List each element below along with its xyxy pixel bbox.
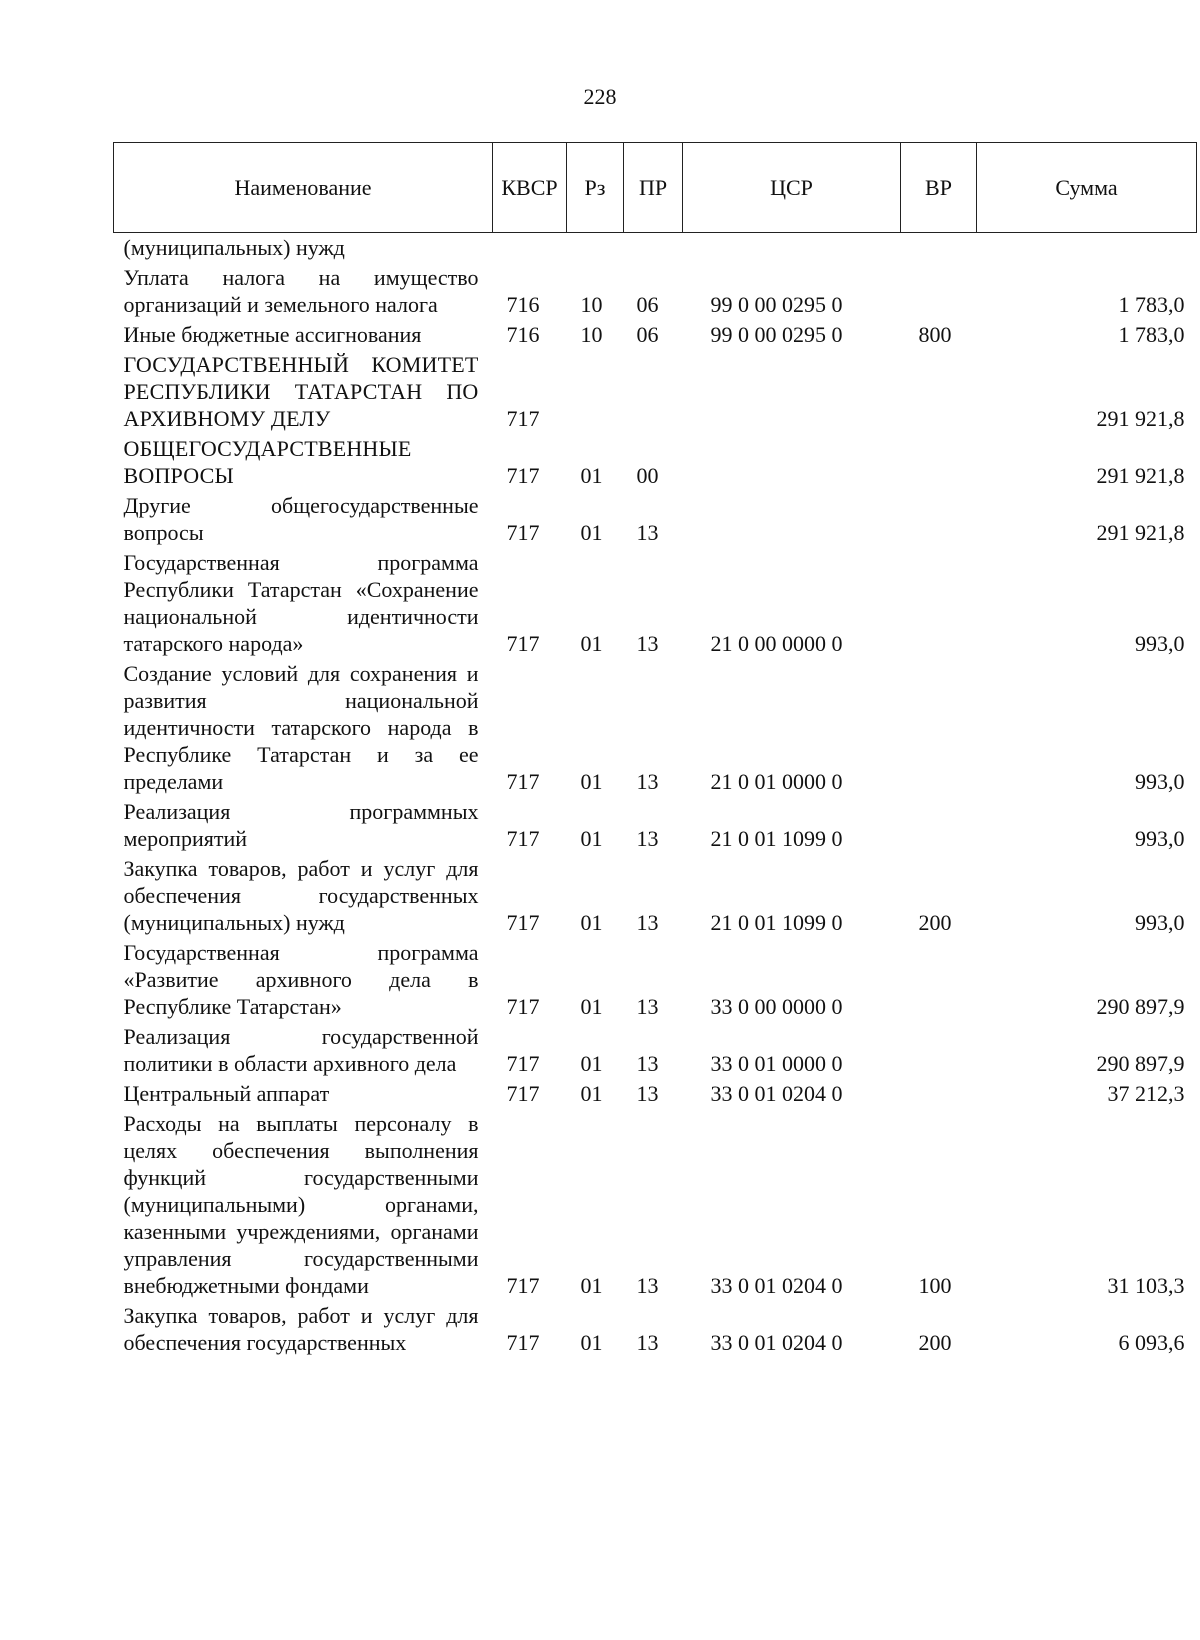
row-csr: 33 0 00 0000 0 <box>710 994 843 1019</box>
row-sum: 291 921,8 <box>1096 406 1185 431</box>
row-name: Другие общегосударственные вопросы <box>123 493 479 545</box>
row-sum: 1 783,0 <box>1118 292 1185 317</box>
row-rz <box>567 233 624 264</box>
row-name: Реализация государственной политики в области архивного дела <box>123 1024 479 1076</box>
row-name: Государственная программа «Развитие архивного дела в Республике Татарстан» <box>123 940 479 1019</box>
row-pr: 13 <box>636 994 659 1019</box>
row-vr <box>901 548 977 659</box>
row-kvsr <box>493 233 567 264</box>
row-rz: 01 <box>580 1273 603 1298</box>
table-row <box>114 1301 1197 1358</box>
header-csr: ЦСР <box>683 143 901 233</box>
row-vr <box>901 938 977 1022</box>
row-csr: 21 0 01 1099 0 <box>710 910 843 935</box>
row-vr <box>901 491 977 548</box>
row-vr <box>901 1079 977 1109</box>
row-pr: 13 <box>636 769 659 794</box>
row-vr: 100 <box>918 1273 952 1298</box>
table-row <box>114 1022 1197 1079</box>
row-rz: 01 <box>580 1330 603 1355</box>
row-kvsr: 717 <box>506 1273 540 1298</box>
header-pr: ПР <box>624 143 683 233</box>
row-rz: 01 <box>580 994 603 1019</box>
row-vr: 800 <box>918 322 952 347</box>
row-rz: 01 <box>580 769 603 794</box>
row-name: Уплата налога на имущество организаций и земельного налога <box>123 265 479 317</box>
row-name: Создание условий для сохранения и развития национальной идентичности татарского народа в Республике Татарстан и за ее пределами <box>123 661 479 794</box>
row-kvsr: 717 <box>506 631 540 656</box>
row-csr: 21 0 00 0000 0 <box>710 631 843 656</box>
row-name: ГОСУДАРСТВЕННЫЙ КОМИТЕТ РЕСПУБЛИКИ ТАТАРСТАН ПО АРХИВНОМУ ДЕЛУ <box>123 352 479 431</box>
row-kvsr: 717 <box>506 406 540 431</box>
row-kvsr: 717 <box>506 463 540 488</box>
row-sum: 993,0 <box>1135 826 1185 851</box>
table-row <box>114 263 1197 320</box>
row-kvsr: 716 <box>506 292 540 317</box>
table-row <box>114 938 1197 1022</box>
row-sum: 993,0 <box>1135 631 1185 656</box>
row-pr: 06 <box>636 292 659 317</box>
row-kvsr: 717 <box>506 769 540 794</box>
table-row <box>114 1079 1197 1109</box>
row-rz: 01 <box>580 1051 603 1076</box>
row-csr: 33 0 01 0204 0 <box>710 1081 843 1106</box>
row-sum: 37 212,3 <box>1107 1081 1185 1106</box>
row-rz: 01 <box>580 910 603 935</box>
row-pr: 13 <box>636 1081 659 1106</box>
header-vr: ВР <box>901 143 977 233</box>
row-csr <box>683 491 901 548</box>
header-rz: Рз <box>567 143 624 233</box>
row-name: Иные бюджетные ассигнования <box>123 322 422 347</box>
row-csr: 21 0 01 0000 0 <box>710 769 843 794</box>
row-sum: 6 093,6 <box>1118 1330 1185 1355</box>
row-sum <box>977 233 1197 264</box>
row-sum: 993,0 <box>1135 769 1185 794</box>
row-name: Реализация программных мероприятий <box>123 799 479 851</box>
budget-table <box>113 142 1197 1358</box>
row-vr <box>901 263 977 320</box>
row-name: Государственная программа Республики Татарстан «Сохранение национальной идентичности татарского народа» <box>123 550 479 656</box>
row-pr: 13 <box>636 826 659 851</box>
row-name: Закупка товаров, работ и услуг для обеспечения государственных (муниципальных) нужд <box>123 856 479 935</box>
row-vr <box>901 434 977 491</box>
row-kvsr: 717 <box>506 1081 540 1106</box>
row-rz: 01 <box>580 463 603 488</box>
row-rz <box>567 350 624 434</box>
table-row <box>114 491 1197 548</box>
row-vr <box>901 233 977 264</box>
table-row <box>114 1109 1197 1301</box>
row-sum: 291 921,8 <box>1096 463 1185 488</box>
row-rz: 01 <box>580 520 603 545</box>
table-row <box>114 320 1197 350</box>
row-pr: 13 <box>636 1051 659 1076</box>
row-pr: 13 <box>636 1330 659 1355</box>
header-sum: Сумма <box>977 143 1197 233</box>
table-row <box>114 233 1197 264</box>
row-sum: 31 103,3 <box>1107 1273 1185 1298</box>
row-kvsr: 717 <box>506 520 540 545</box>
row-rz: 10 <box>580 292 603 317</box>
row-sum: 993,0 <box>1135 910 1185 935</box>
row-kvsr: 716 <box>506 322 540 347</box>
row-sum: 290 897,9 <box>1096 994 1185 1019</box>
row-vr <box>901 659 977 797</box>
row-csr <box>683 233 901 264</box>
row-pr: 00 <box>636 463 659 488</box>
row-rz: 01 <box>580 1081 603 1106</box>
row-csr: 99 0 00 0295 0 <box>710 292 843 317</box>
row-csr <box>683 350 901 434</box>
page-number: 228 <box>583 84 617 109</box>
row-pr <box>624 233 683 264</box>
table-row <box>114 797 1197 854</box>
row-csr: 21 0 01 1099 0 <box>710 826 843 851</box>
row-kvsr: 717 <box>506 1051 540 1076</box>
table-row <box>114 854 1197 938</box>
row-csr <box>683 434 901 491</box>
row-name: Расходы на выплаты персоналу в целях обеспечения выполнения функций государственными (муниципальными) органами, казенными учреждениями, органами управления государственными внебюджетными фондами <box>123 1111 479 1298</box>
row-name: Закупка товаров, работ и услуг для обеспечения государственных <box>123 1303 479 1355</box>
row-vr <box>901 797 977 854</box>
table-row <box>114 659 1197 797</box>
row-pr: 06 <box>636 322 659 347</box>
header-name: Наименование <box>114 143 493 233</box>
header-kvsr: КВСР <box>493 143 567 233</box>
row-vr: 200 <box>918 1330 952 1355</box>
row-csr: 33 0 01 0204 0 <box>710 1330 843 1355</box>
table-header-row <box>114 143 1197 233</box>
row-csr: 33 0 01 0000 0 <box>710 1051 843 1076</box>
row-csr: 99 0 00 0295 0 <box>710 322 843 347</box>
table-row <box>114 548 1197 659</box>
table-row <box>114 434 1197 491</box>
row-rz: 10 <box>580 322 603 347</box>
row-pr: 13 <box>636 1273 659 1298</box>
row-csr: 33 0 01 0204 0 <box>710 1273 843 1298</box>
row-pr <box>624 350 683 434</box>
row-rz: 01 <box>580 826 603 851</box>
row-pr: 13 <box>636 520 659 545</box>
row-kvsr: 717 <box>506 826 540 851</box>
row-kvsr: 717 <box>506 1330 540 1355</box>
row-sum: 290 897,9 <box>1096 1051 1185 1076</box>
row-kvsr: 717 <box>506 910 540 935</box>
row-name: ОБЩЕГОСУДАРСТВЕННЫЕ ВОПРОСЫ <box>123 436 412 488</box>
row-pr: 13 <box>636 631 659 656</box>
row-vr <box>901 1022 977 1079</box>
row-vr: 200 <box>918 910 952 935</box>
row-name: Центральный аппарат <box>123 1081 330 1106</box>
row-sum: 1 783,0 <box>1118 322 1185 347</box>
row-sum: 291 921,8 <box>1096 520 1185 545</box>
row-rz: 01 <box>580 631 603 656</box>
row-vr <box>901 350 977 434</box>
row-kvsr: 717 <box>506 994 540 1019</box>
row-name: (муниципальных) нужд <box>123 235 345 260</box>
table-row <box>114 350 1197 434</box>
row-pr: 13 <box>636 910 659 935</box>
